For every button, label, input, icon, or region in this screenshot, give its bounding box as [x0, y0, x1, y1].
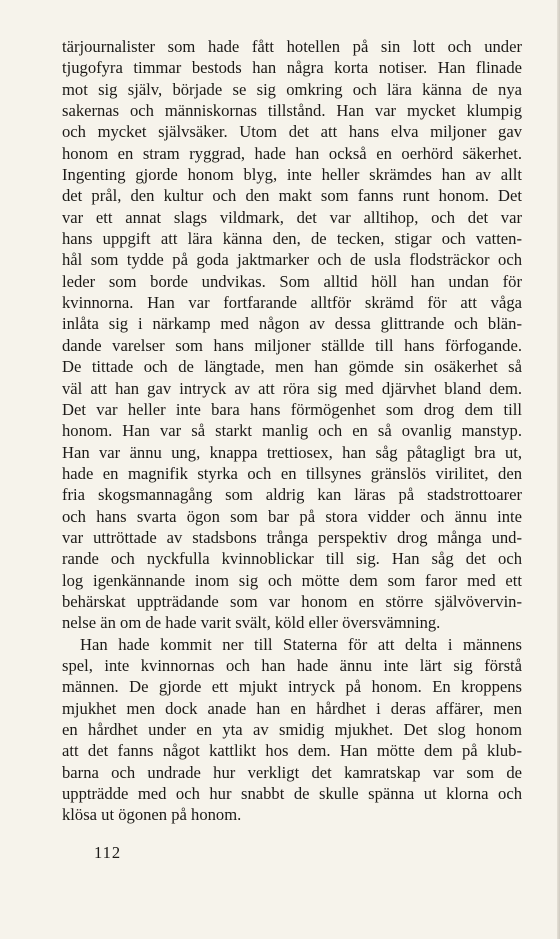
text-line: Ingenting gjorde honom blyg, inte heller skrämdes han av allt — [62, 165, 522, 185]
text-line: honom en stram ryggrad, hade han också en oerhörd säkerhet. — [62, 143, 522, 163]
text-line: log igenkännande inom sig och mötte dem som faror med ett — [62, 570, 522, 590]
text-line: nelse än om de hade varit svält, köld eller översvämning. — [62, 613, 441, 633]
text-line: mjukhet men dock anade han en hårdhet i deras affärer, men — [62, 698, 522, 718]
text-line: det prål, den kultur och den makt som fanns runt honom. Det — [62, 186, 522, 206]
text-line: hade en magnifik styrka och en tillsynes gränslös virilitet, den — [62, 463, 522, 483]
text-line: behärskat uppträdande som var honom en större självövervin- — [62, 591, 522, 611]
text-line: inlåta sig i närkamp med någon av dessa glittrande och blän- — [62, 314, 522, 334]
text-line: var ett annat slags vildmark, det var alltihop, och det var — [62, 207, 522, 227]
text-line: tjugofyra timmar bestods han några korta notiser. Han flinade — [62, 58, 522, 78]
text-line: en hårdhet under en yta av smidig mjukhet. Det slog honom — [62, 720, 522, 739]
text-line: rande och nyckfulla kvinnoblickar till sig. Han såg det och — [62, 549, 522, 569]
text-line: väl att han gav intryck av att röra sig med djärvhet bland dem. — [62, 378, 522, 398]
text-line: Han var ännu ung, knappa trettiosex, han såg påtagligt bra ut, — [62, 442, 522, 462]
text-line: uppträdde med och hur snabbt de skulle spänna ut klorna och — [62, 784, 522, 804]
page-number: 112 — [94, 843, 122, 862]
text-line: honom. Han var så starkt manlig och en så ovanlig manstyp. — [62, 421, 522, 441]
text-line: kvinnorna. Han var fortfarande alltför skrämd för att våga — [62, 293, 522, 313]
text-line: klösa ut ögonen på honom. — [62, 805, 242, 825]
text-line: och hans svarta ögon som bar på stora vidder och ännu inte — [62, 506, 522, 526]
text-line: spel, inte kvinnornas och han hade ännu inte lärt sig förstå — [62, 655, 522, 675]
text-line: tärjournalister som hade fått hotellen på sin lott och under — [62, 37, 522, 56]
body-text — [62, 36, 522, 826]
text-line: De tittade och de längtade, men han gömde sin osäkerhet så — [62, 357, 522, 377]
text-line: mot sig själv, började se sig omkring och lära känna de nya — [62, 79, 522, 99]
text-line: var uttröttade av stadsbons trånga perspektiv drog många und- — [62, 527, 522, 547]
text-line: barna och undrade hur verkligt det kamratskap var som de — [62, 762, 522, 782]
text-line: Han hade kommit ner till Staterna för att delta i männens — [80, 634, 522, 654]
text-line: dande varelser som hans miljoner ställde till hans förfogande. — [62, 335, 522, 355]
text-line: leder som borde undvikas. Som alltid höll han undan för — [62, 271, 522, 291]
text-line: och mycket självsäker. Utom det att hans elva miljoner gav — [62, 122, 522, 142]
text-line: sakernas och människornas tillstånd. Han var mycket klumpig — [62, 101, 522, 121]
text-line: fria skogsmannagång som aldrig kan läras på stadstrottoarer — [62, 485, 522, 505]
text-line: att det fanns något kattlikt hos dem. Han mötte dem på klub- — [62, 741, 522, 761]
text-line: männen. De gjorde ett mjukt intryck på honom. En kroppens — [62, 677, 522, 697]
text-line: hans uppgift att lära känna den, de tecken, stigar och vatten- — [62, 229, 522, 249]
text-line: Det var heller inte bara hans förmögenhet som drog dem till — [62, 399, 522, 419]
text-line: hål som tydde på goda jaktmarker och de usla flodsträckor och — [62, 250, 522, 270]
